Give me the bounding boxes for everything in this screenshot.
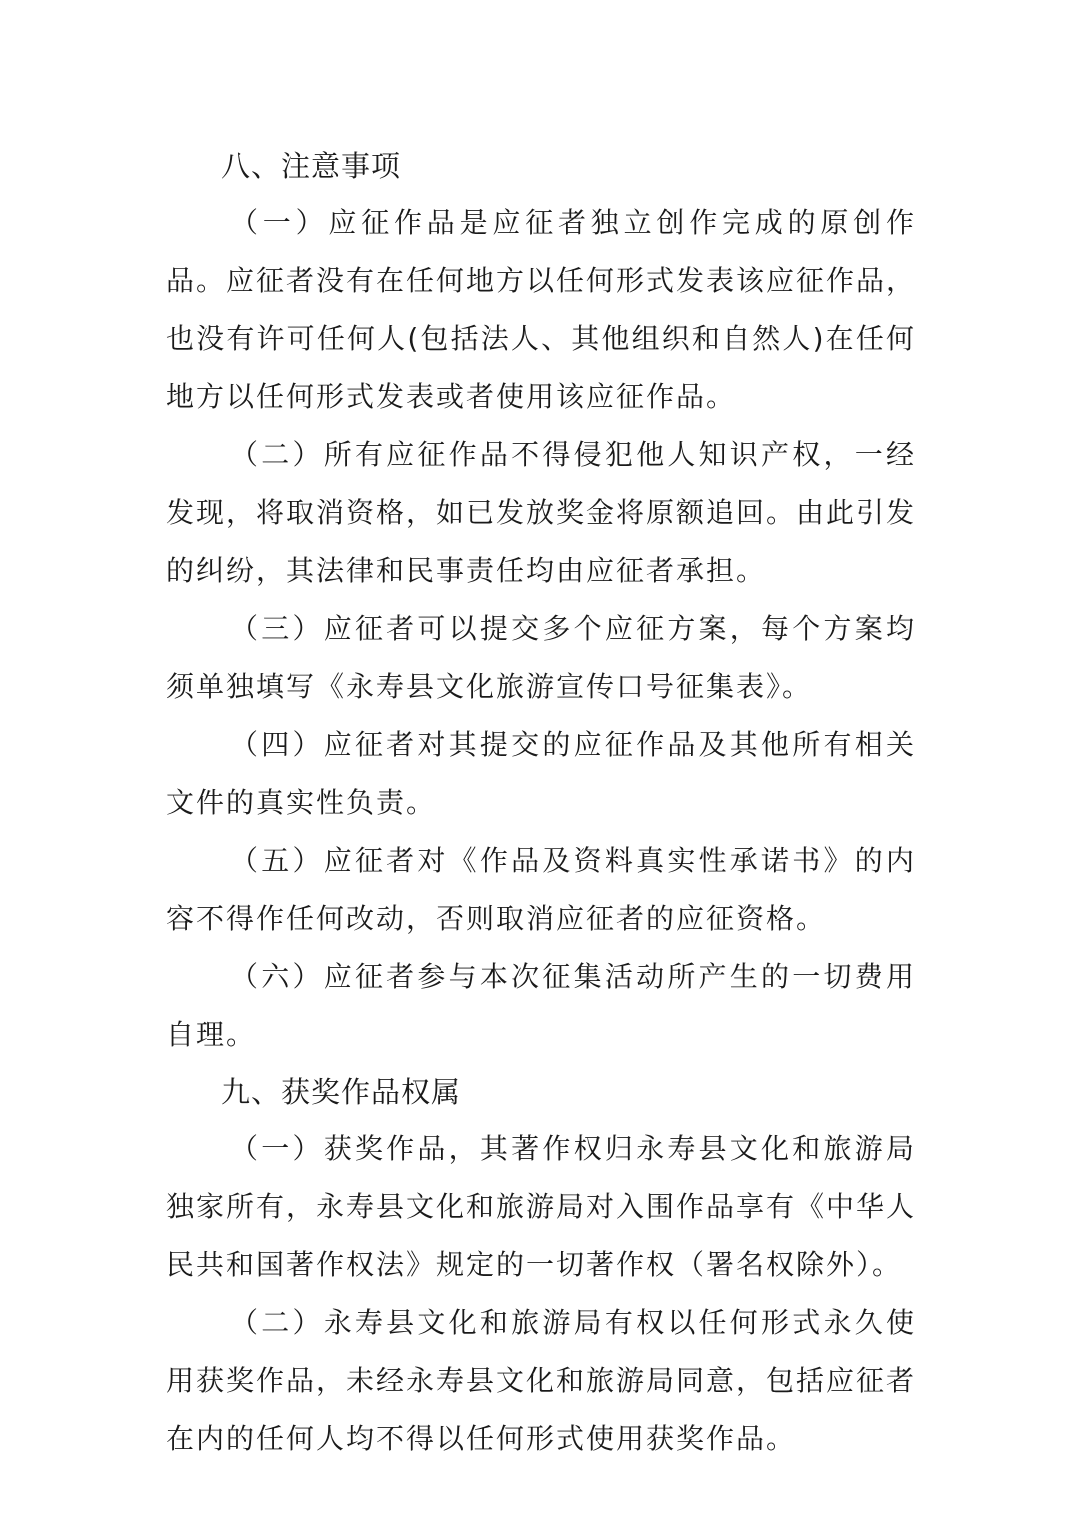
document-body: [166, 138, 916, 1468]
section-heading-notes: 八、注意事项: [221, 149, 402, 183]
notes-paragraph-1: （一）应征作品是应征者独立创作完成的原创作品。应征者没有在任何地方以任何形式发表该应征作品，也没有许可任何人(包括法人、其他组织和自然人)在任何地方以任何形式发表或者使用该应征作品。: [166, 206, 917, 413]
notes-paragraph-4: （四）应征者对其提交的应征作品及其他所有相关文件的真实性负责。: [166, 728, 916, 819]
notes-paragraph-3: （三）应征者可以提交多个应征方案，每个方案均须单独填写《永寿县文化旅游宣传口号征集表》。: [166, 612, 916, 703]
ownership-paragraph-2: （二）永寿县文化和旅游局有权以任何形式永久使用获奖作品，未经永寿县文化和旅游局同意，包括应征者在内的任何人均不得以任何形式使用获奖作品。: [166, 1306, 917, 1455]
notes-paragraph-6: （六）应征者参与本次征集活动所产生的一切费用自理。: [166, 960, 916, 1051]
section-heading-ownership: 九、获奖作品权属: [221, 1075, 462, 1109]
ownership-paragraph-1: （一）获奖作品，其著作权归永寿县文化和旅游局独家所有，永寿县文化和旅游局对入围作品享有《中华人民共和国著作权法》规定的一切著作权（署名权除外）。: [166, 1132, 917, 1281]
notes-paragraph-2: （二）所有应征作品不得侵犯他人知识产权，一经发现，将取消资格，如已发放奖金将原额追回。由此引发的纠纷，其法律和民事责任均由应征者承担。: [166, 438, 917, 587]
notes-paragraph-5: （五）应征者对《作品及资料真实性承诺书》的内容不得作任何改动，否则取消应征者的应征资格。: [166, 844, 916, 935]
